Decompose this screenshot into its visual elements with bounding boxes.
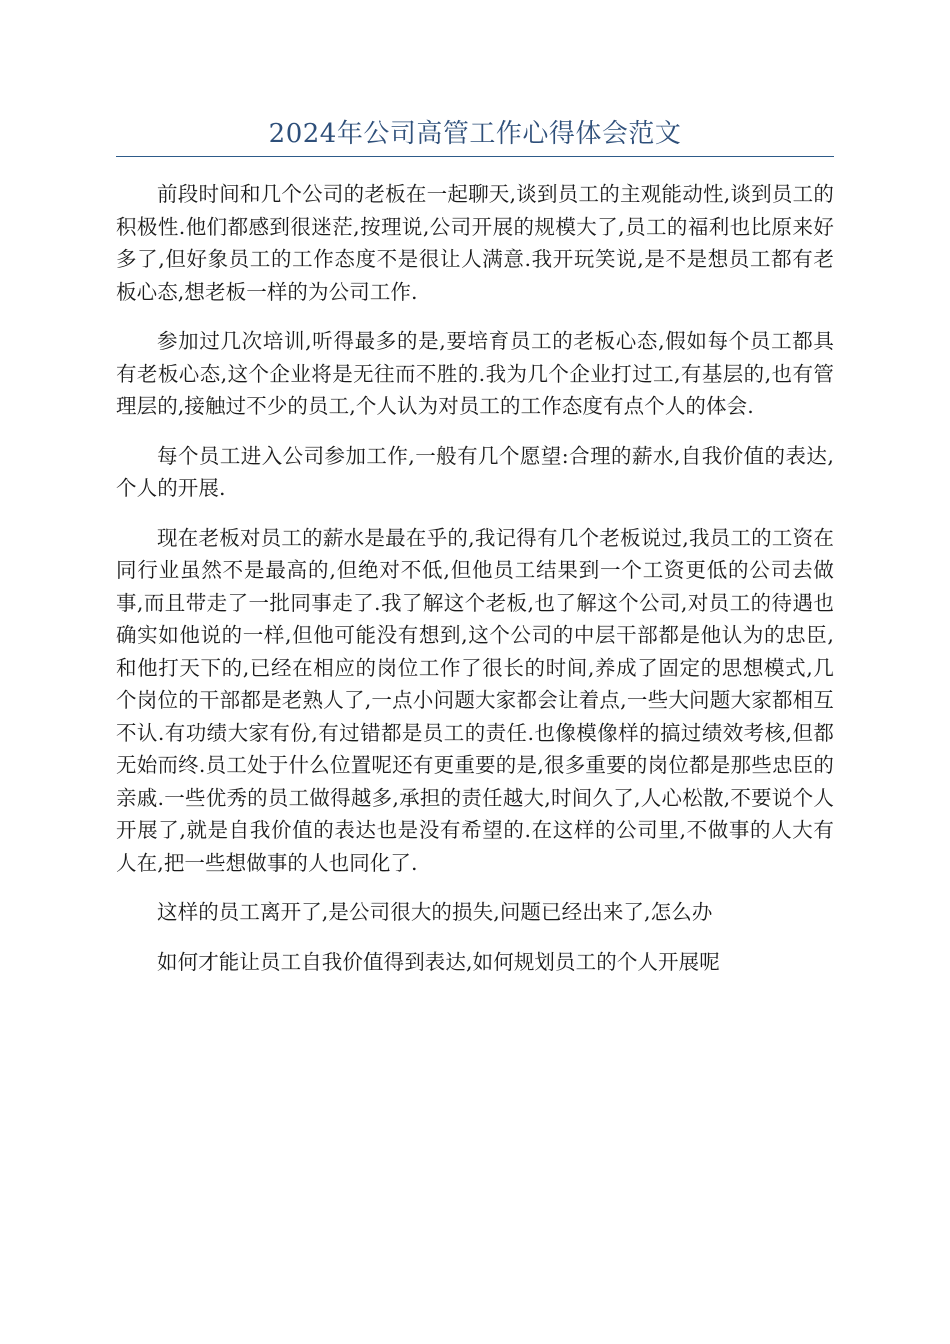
title-block: [116, 114, 834, 157]
paragraph-4: 现在老板对员工的薪水是最在乎的,我记得有几个老板说过,我员工的工资在同行业虽然不是最高的,但绝对不低,但他员工结果到一个工资更低的公司去做事,而且带走了一批同事走了.我了解这个老板,也了解这个公司,对员工的待遇也确实如他说的一样,但他可能没有想到,这个公司的中层干部都是他认为的忠臣,和他打天下的,已经在相应的岗位工作了很长的时间,养成了固定的思想模式,几个岗位的干部都是老熟人了,一点小问题大家都会让着点,一些大问题大家都相互不认.有功绩大家有份,有过错都是员工的责任.也像模像样的搞过绩效考核,但都无始而终.员工处于什么位置呢还有更重要的是,很多重要的岗位都是那些忠臣的亲戚.一些优秀的员工做得越多,承担的责任越大,时间久了,人心松散,不要说个人开展了,就是自我价值的表达也是没有希望的.在这样的公司里,不做事的人大有人在,把一些想做事的人也同化了.: [116, 525, 834, 875]
paragraph-1: 前段时间和几个公司的老板在一起聊天,谈到员工的主观能动性,谈到员工的积极性.他们都感到很迷茫,按理说,公司开展的规模大了,员工的福利也比原来好多了,但好象员工的工作态度不是很让人满意.我开玩笑说,是不是想员工都有老板心态,想老板一样的为公司工作.: [116, 182, 834, 304]
paragraph-6: 如何才能让员工自我价值得到表达,如何规划员工的个人开展呢: [157, 949, 720, 974]
paragraph-5: 这样的员工离开了,是公司很大的损失,问题已经出来了,怎么办: [157, 900, 713, 924]
paragraph-3: 每个员工进入公司参加工作,一般有几个愿望:合理的薪水,自我价值的表达,个人的开展.: [116, 443, 834, 500]
paragraph-2: 参加过几次培训,听得最多的是,要培育员工的老板心态,假如每个员工都具有老板心态,这个企业将是无往而不胜的.我为几个企业打过工,有基层的,也有管理层的,接触过不少的员工,个人认为对员工的工作态度有点个人的体会.: [116, 329, 834, 418]
document-body: [116, 178, 834, 995]
document-title: 2024年公司高管工作心得体会范文: [268, 119, 682, 149]
